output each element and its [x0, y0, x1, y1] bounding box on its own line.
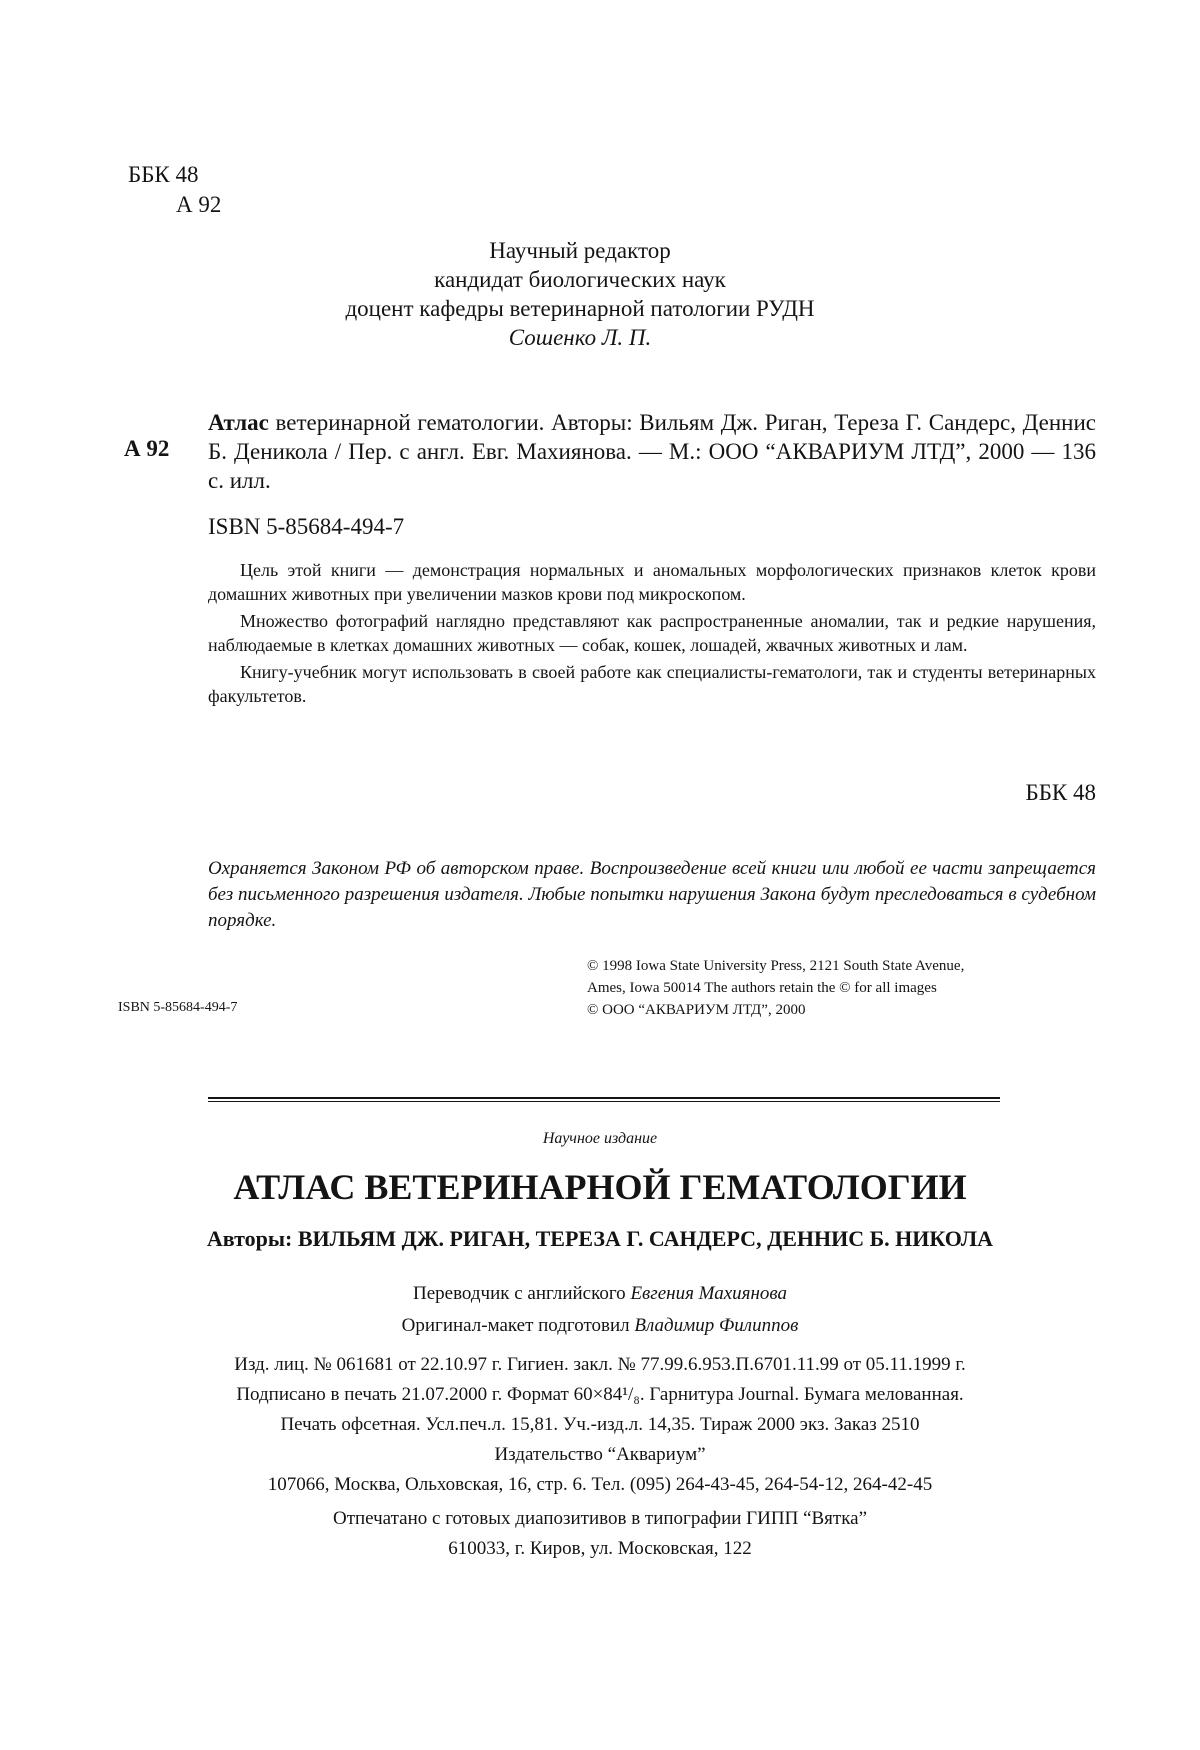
printer-block: [0, 1504, 1200, 1564]
printer-line-2: 610033, г. Киров, ул. Московская, 122: [448, 1538, 752, 1559]
abstract-paragraph-1: Цель этой книги — демонстрация нормальных и аномальных морфологических признаков клеток крови домашних животных при увеличении мазков крови под микроскопом.: [208, 560, 1096, 604]
printer-line-1: Отпечатано с готовых диапозитивов в типографии ГИПП “Вятка”: [332, 1508, 868, 1529]
divider-rule: [208, 1097, 1000, 1102]
catalog-mark: А 92: [124, 436, 170, 461]
catalog-text: ветеринарной гематологии. Авторы: Вильям Дж. Риган, Тереза Г. Сандерс, Деннис Б. Деникола / Пер. с англ. Евг. Махиянова. — М.: ООО “АКВАРИУМ ЛТД”, 2000 — 136 с. илл.: [208, 410, 1096, 493]
book-authors: Авторы: ВИЛЬЯМ ДЖ. РИГАН, ТЕРЕЗА Г. САНДЕРС, ДЕННИС Б. НИКОЛА: [206, 1226, 994, 1251]
imprint-line-5: 107066, Москва, Ольховская, 16, стр. 6. Тел. (095) 264-43-45, 264-54-12, 264-42-45: [267, 1474, 933, 1495]
credits-block: [0, 1278, 1200, 1342]
catalog-entry: [208, 408, 1096, 495]
book-title: АТЛАС ВЕТЕРИНАРНОЙ ГЕМАТОЛОГИИ: [233, 1167, 967, 1207]
layout-label: Оригинал-макет подготовил: [401, 1315, 635, 1336]
rights-line-3: © ООО “АКВАРИУМ ЛТД”, 2000: [587, 1002, 806, 1018]
author-mark: А 92: [176, 192, 222, 217]
rights-block: [587, 955, 964, 1021]
translator-line: [0, 1278, 1200, 1310]
imprint-block: [0, 1350, 1200, 1500]
abstract: [208, 558, 1096, 711]
catalog-title-bold: Атлас: [208, 410, 269, 435]
layout-name: Владимир Филиппов: [634, 1315, 799, 1336]
translator-label: Переводчик с английского: [412, 1283, 631, 1304]
series-label: Научное издание: [542, 1130, 658, 1147]
scientific-editor-block: [200, 236, 960, 352]
abstract-paragraph-2: Множество фотографий наглядно представляют как распространенные аномалии, так и редкие нарушения, наблюдаемые в клетках домашних животных — собак, кошек, лошадей, жвачных животных и лам.: [208, 611, 1096, 655]
rights-line-2: Ames, Iowa 50014 The authors retain the © for all images: [587, 980, 937, 996]
layout-line: [0, 1310, 1200, 1342]
catalog-isbn: ISBN 5-85684-494-7: [208, 514, 405, 539]
bbk-right: ББК 48: [1025, 780, 1096, 805]
imprint-line-2: Подписано в печать 21.07.2000 г. Формат 60×84¹/₈. Гарнитура Journal. Бумага мелованная.: [236, 1384, 964, 1405]
imprint-line-3: Печать офсетная. Усл.печ.л. 15,81. Уч.-изд.л. 14,35. Тираж 2000 экз. Заказ 2510: [280, 1414, 920, 1435]
editor-line-1: Научный редактор: [489, 238, 671, 263]
copyright-notice: Охраняется Законом РФ об авторском праве. Воспроизведение всей книги или любой ее части запрещается без письменного разрешения издателя. Любые попытки нарушения Закона будут преследоваться в судебном порядке.: [208, 858, 1096, 931]
isbn-small: ISBN 5-85684-494-7: [118, 1000, 238, 1015]
imprint-line-1: Изд. лиц. № 061681 от 22.10.97 г. Гигиен. закл. № 77.99.6.953.П.6701.11.99 от 05.11.1999 г.: [234, 1354, 966, 1375]
abstract-paragraph-3: Книгу-учебник могут использовать в своей работе как специалисты-гематологи, так и студенты ветеринарных факультетов.: [208, 662, 1096, 706]
rights-line-1: © 1998 Iowa State University Press, 2121 South State Avenue,: [587, 958, 965, 974]
imprint-line-4: Издательство “Аквариум”: [494, 1444, 706, 1465]
editor-name: Сошенко Л. П.: [508, 325, 652, 350]
translator-name: Евгения Махиянова: [630, 1283, 788, 1304]
editor-line-2: кандидат биологических наук: [434, 267, 726, 292]
editor-line-3: доцент кафедры ветеринарной патологии РУДН: [345, 296, 815, 321]
bbk-code: ББК 48: [128, 162, 199, 187]
